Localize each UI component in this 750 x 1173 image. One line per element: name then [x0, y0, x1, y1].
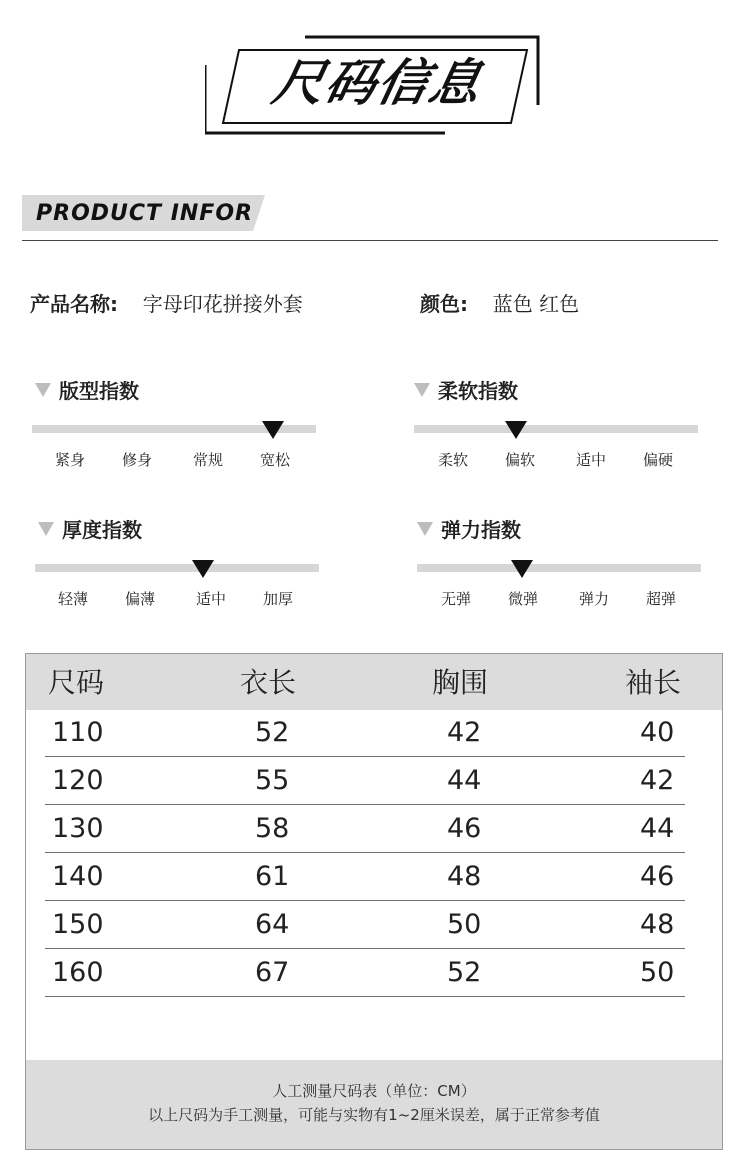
table-cell: 48 [447, 861, 482, 892]
softness-option: 偏硬 [642, 451, 673, 469]
divider [22, 240, 718, 241]
product-name-label: 产品名称: [30, 292, 118, 316]
row-divider [45, 756, 685, 757]
triangle-icon [35, 383, 51, 397]
title-badge [205, 35, 540, 135]
elasticity-index-label: 弹力指数 [441, 518, 521, 542]
elasticity-option: 无弹 [440, 590, 471, 608]
table-cell: 120 [52, 765, 104, 796]
elasticity-option: 超弹 [645, 590, 676, 608]
product-info-banner [22, 195, 265, 231]
fit-index-label: 版型指数 [59, 379, 139, 403]
table-cell: 150 [52, 909, 104, 940]
fit-option: 紧身 [54, 451, 85, 469]
elasticity-option: 弹力 [578, 590, 609, 608]
triangle-icon [417, 522, 433, 536]
table-cell: 40 [640, 717, 675, 748]
thickness-index-marker [192, 560, 214, 578]
table-cell: 42 [447, 717, 482, 748]
header-size: 尺码 [48, 666, 105, 699]
product-color-label: 颜色: [420, 292, 468, 316]
product-color-value: 蓝色 红色 [492, 292, 580, 316]
thickness-index-track [35, 564, 319, 572]
softness-index-title [414, 377, 518, 405]
table-cell: 44 [447, 765, 482, 796]
table-cell: 44 [640, 813, 675, 844]
thickness-option: 加厚 [262, 590, 293, 608]
table-cell: 50 [447, 909, 482, 940]
softness-index-marker [505, 421, 527, 439]
table-cell: 160 [52, 957, 104, 988]
softness-index-label: 柔软指数 [438, 379, 518, 403]
table-cell: 130 [52, 813, 104, 844]
fit-option: 常规 [192, 451, 223, 469]
softness-index-track [414, 425, 698, 433]
page-title: 尺码信息 [267, 54, 489, 112]
table-cell: 50 [640, 957, 675, 988]
table-cell: 48 [640, 909, 675, 940]
table-cell: 64 [255, 909, 290, 940]
fit-option: 宽松 [259, 451, 290, 469]
elasticity-index-marker [511, 560, 533, 578]
fit-option: 修身 [121, 451, 152, 469]
row-divider [45, 948, 685, 949]
table-cell: 46 [640, 861, 675, 892]
table-header [26, 654, 722, 710]
product-name-value: 字母印花拼接外套 [142, 292, 303, 316]
row-divider [45, 900, 685, 901]
thickness-index-label: 厚度指数 [62, 518, 142, 542]
row-divider [45, 996, 685, 997]
table-cell: 55 [255, 765, 290, 796]
product-name [30, 289, 303, 319]
row-divider [45, 804, 685, 805]
product-color [420, 289, 579, 319]
softness-option: 柔软 [437, 451, 468, 469]
measure-note: 人工测量尺码表（单位：CM） [272, 1082, 476, 1100]
softness-option: 适中 [575, 451, 606, 469]
banner-label: PRODUCT INFOR [36, 201, 253, 226]
thickness-option: 偏薄 [124, 590, 155, 608]
header-chest: 胸围 [432, 666, 489, 699]
elasticity-option: 微弹 [507, 590, 538, 608]
triangle-icon [414, 383, 430, 397]
table-cell: 58 [255, 813, 290, 844]
table-cell: 46 [447, 813, 482, 844]
header-sleeve: 袖长 [625, 666, 682, 699]
thickness-index-title [38, 516, 142, 544]
elasticity-index-title [417, 516, 521, 544]
table-cell: 140 [52, 861, 104, 892]
table-cell: 52 [447, 957, 482, 988]
table-cell: 110 [52, 717, 104, 748]
disclaimer-note: 以上尺码为手工测量，可能与实物有1~2厘米误差，属于正常参考值 [148, 1106, 600, 1124]
triangle-icon [38, 522, 54, 536]
fit-index-marker [262, 421, 284, 439]
table-cell: 67 [255, 957, 290, 988]
softness-option: 偏软 [504, 451, 535, 469]
thickness-option: 适中 [195, 590, 226, 608]
table-cell: 61 [255, 861, 290, 892]
header-length: 衣长 [240, 666, 297, 699]
table-cell: 52 [255, 717, 290, 748]
fit-index-title [35, 377, 139, 405]
table-cell: 42 [640, 765, 675, 796]
thickness-option: 轻薄 [57, 590, 88, 608]
elasticity-index-track [417, 564, 701, 572]
row-divider [45, 852, 685, 853]
